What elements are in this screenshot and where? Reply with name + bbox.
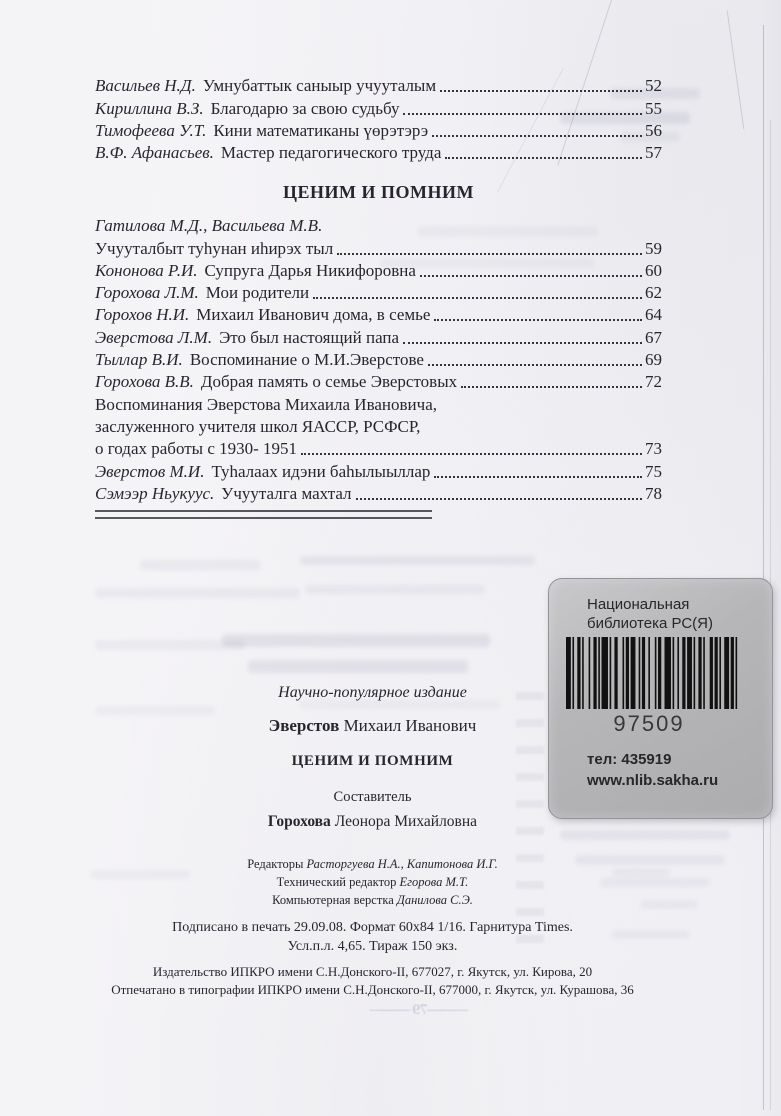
dot-leader [428,364,642,366]
dot-leader [403,342,642,344]
library-name-line2: библиотека РС(Я) [587,615,713,632]
bleed-smudge [95,706,215,715]
toc-entry-author: Тыллар В.И. [95,350,183,370]
toc-entry-page: 60 [645,260,662,280]
toc-entry-title: Воспоминания Эверстова Михаила Ивановича, [95,394,437,414]
tech-editor-line [60,873,685,891]
dot-leader [337,253,642,255]
print-info-line2: Усл.п.л. 4,65. Тираж 150 экз. [287,939,458,954]
toc-entry [95,303,662,325]
toc-entry-title: Учууталга махтал [221,483,352,503]
toc-entry-author: Горохова Л.М. [95,283,199,303]
toc-entry [95,482,662,504]
toc-entry [95,281,662,303]
edition-type: Научно-популярное издание [278,684,467,701]
dot-leader [434,319,642,321]
editors-names: Расторгуева Н.А., Капитонова И.Г. [306,857,498,871]
toc-entry-page: 62 [645,283,662,303]
compiler-given-names: Леонора Михайловна [330,813,478,830]
toc-entry [95,119,662,141]
toc-entry-title: Умнубаттык саныыр учууталым [202,76,437,96]
toc-entry-page: 75 [645,461,662,481]
book-title: ЦЕНИМ И ПОМНИМ [291,753,454,769]
toc-entry-author: Кононова Р.И. [95,260,198,280]
scan-scratch [727,11,745,130]
library-name-line1: Национальная [587,596,690,613]
toc-entry-author: Сэмээр Ньукуус. [95,483,215,503]
toc-entry [95,459,662,481]
toc-entry-title: Кини математиканы үөрэтэрэ [213,120,429,140]
double-rule [95,510,432,519]
compiler-label: Составитель [333,789,412,805]
toc-entry-author: Тимофеева У.Т. [95,120,207,140]
author-surname: Эверстов [268,716,340,735]
toc-entry-page: 59 [645,238,662,258]
toc-entry-title: Добрая память о семье Эверстовых [200,372,458,392]
toc-entry-author: Гатилова М.Д., Васильева М.В. [95,216,323,236]
library-barcode-sticker [548,578,773,819]
scan-edge-line [763,25,764,1110]
bleed-smudge [140,560,260,570]
toc-entry [95,370,662,392]
toc-entry [95,325,662,347]
bleed-smudge [222,634,490,647]
toc-entry [95,348,662,370]
tech-editor-label: Технический редактор [276,875,400,889]
toc-entry-page: 52 [645,76,662,96]
layout-label: Компьютерная верстка [272,893,397,907]
toc-entry-page: 57 [645,143,662,163]
dot-leader [356,498,642,500]
toc-entry-author: Васильев Н.Д. [95,76,196,96]
toc-entry [95,259,662,281]
toc-entry-title: Супруга Дарья Никифоровна [204,260,416,280]
toc-entry-title: Михаил Иванович дома, в семье [196,305,431,325]
toc-entry-title: Мои родители [205,283,310,303]
toc-entry-page: 56 [645,120,662,140]
toc-entry-author: Кириллина В.З. [95,98,204,118]
bleed-smudge [248,660,468,673]
toc-entry-title: Мастер педагогического труда [220,143,442,163]
printer-line: Отпечатано в типографии ИПКРО имени С.Н.Донского-II, 677000, г. Якутск, ул. Курашова, 36 [111,982,634,997]
section-heading: ЦЕНИМ И ПОМНИМ [283,182,474,202]
dot-leader [445,157,642,159]
toc-entry-page: 73 [645,439,662,459]
toc-entry-page: 78 [645,483,662,503]
imprint-block [60,963,685,999]
toc-entry-author: Эверстов М.И. [95,461,205,481]
dot-leader [434,476,642,478]
toc-entry [95,236,662,258]
dot-leader [403,113,642,115]
toc-entry-author: Горохова В.В. [95,372,194,392]
toc-entry-page: 69 [645,350,662,370]
print-info-block [60,918,685,956]
editors-line [60,855,685,873]
publisher-line: Издательство ИПКРО имени С.Н.Донского-II, 677027, г. Якутск, ул. Кирова, 20 [152,964,593,979]
compiler-surname: Горохова [267,813,331,830]
editors-label: Редакторы [247,857,307,871]
bleed-smudge [95,588,300,598]
author-given-names: Михаил Иванович [339,716,477,735]
toc-entry [95,96,662,118]
layout-name: Данилова С.Э. [396,893,473,907]
toc-section-list [95,214,662,504]
toc-entry-title: Благодарю за свою судьбу [210,98,400,118]
bleed-page-number: ——— 79 ——— [300,1002,540,1019]
toc-entry-title: Это был настоящий папа [219,327,400,347]
library-url: www.nlib.sakha.ru [587,772,719,789]
toc-entry [95,74,662,96]
toc-entry [95,392,662,414]
toc-entry-page: 67 [645,327,662,347]
dot-leader [420,275,642,277]
toc-top-list [95,74,662,163]
dot-leader [432,135,642,137]
toc-entry-author: Горохов Н.И. [95,305,190,325]
library-name [587,595,713,633]
barcode-number: 97509 [613,711,685,736]
bleed-smudge [560,830,730,840]
bleed-smudge [305,585,485,594]
dot-leader [301,453,642,455]
toc-entry-page: 72 [645,372,662,392]
library-phone: тел: 435919 [587,751,672,768]
toc-entry-title: о годах работы с 1930- 1951 [95,439,298,459]
toc-entry-title: заслуженного учителя школ ЯАССР, РСФСР, [95,416,421,436]
toc-entry [95,141,662,163]
toc-entry [95,214,662,236]
toc-entry-title: Воспоминание о М.И.Эверстове [189,350,424,370]
toc-entry [95,415,662,437]
layout-line [60,891,685,909]
dot-leader [461,386,642,388]
dot-leader [440,90,642,92]
toc-entry [95,437,662,459]
tech-editor-name: Егорова М.Т. [399,875,469,889]
dot-leader [313,297,642,299]
print-info-line1: Подписано в печать 29.09.08. Формат 60х84 1/16. Гарнитура Times. [172,920,573,935]
toc-entry-author: Эверстова Л.М. [95,327,213,347]
toc-entry-author: В.Ф. Афанасьев. [95,143,214,163]
toc-entry-title: Туһалаах идэни баһылыыллар [211,461,431,481]
barcode [566,637,742,709]
toc-entry-title: Учууталбыт туһунан иһирэх тыл [95,238,334,258]
toc-entry-page: 55 [645,98,662,118]
toc-entry-page: 64 [645,305,662,325]
bleed-smudge [300,556,535,565]
editors-block [60,855,685,909]
